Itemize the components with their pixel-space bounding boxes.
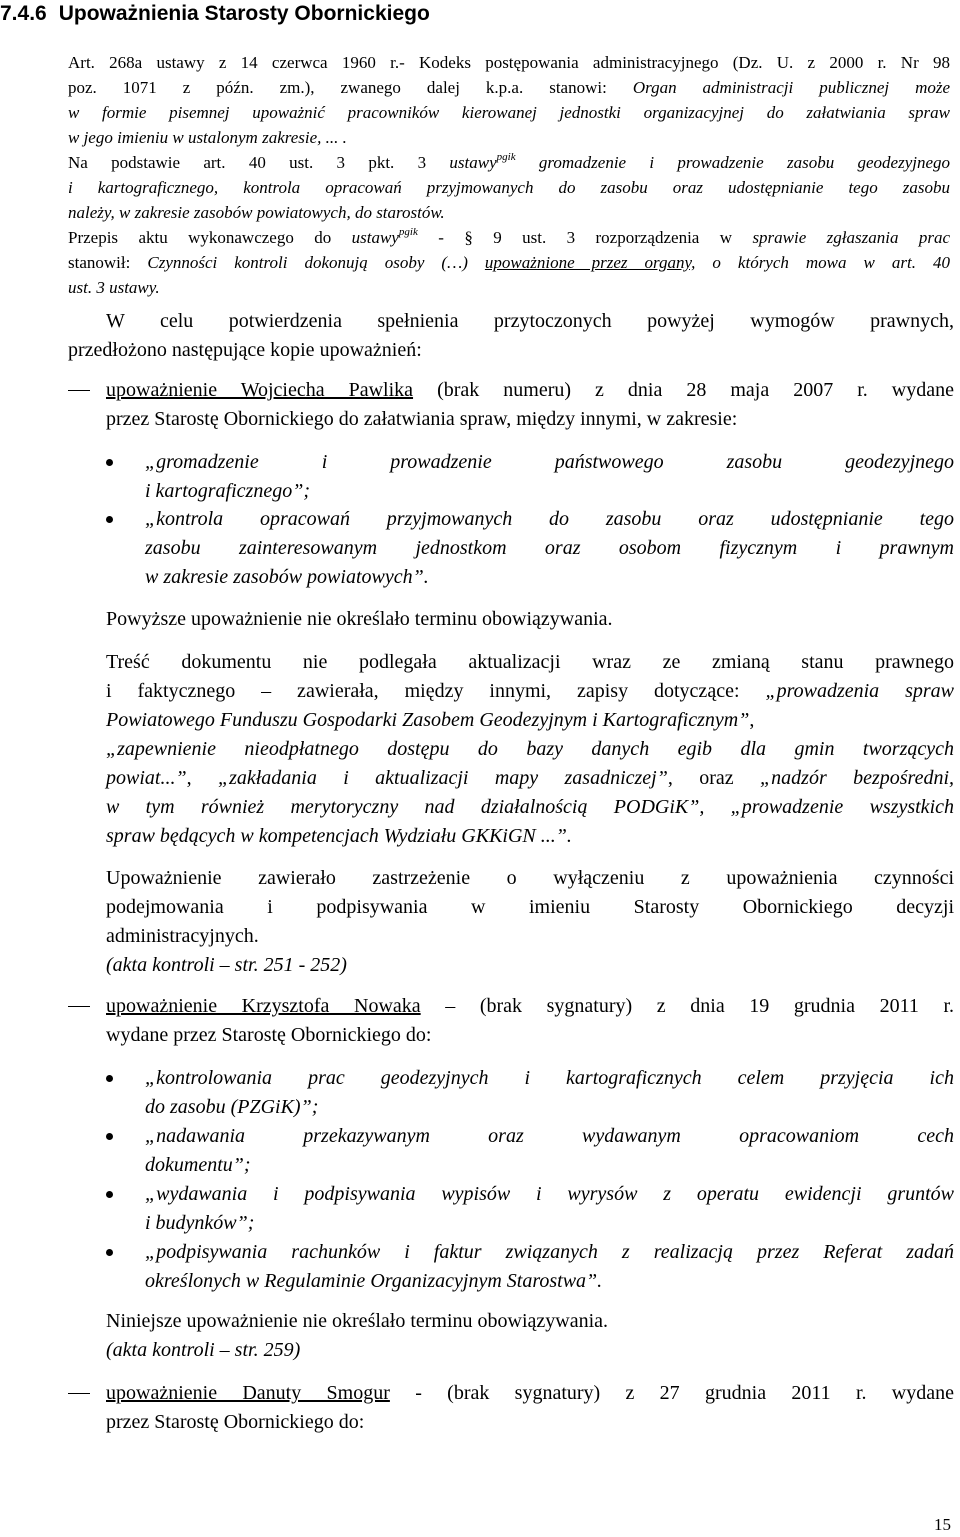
content-line: powiat...”, „zakładania i aktualizacji mapy zasadniczej”, oraz „nadzór bezpośredni, — [106, 767, 955, 789]
content-line: i faktycznego – zawierała, między innymi, zapisy dotyczące: „prowadzenia spraw — [106, 680, 955, 702]
scope-item: „kontrola opracowań przyjmowanych do zasobu oraz udostępnianie tego — [145, 508, 954, 530]
scope-item: „gromadzenie i prowadzenie państwowego zasobu geodezyjnego — [145, 451, 954, 473]
restriction-line: podejmowania i podpisywania w imieniu Starosty Obornickiego decyzji — [106, 896, 954, 918]
content-line: spraw będących w kompetencjach Wydziału GKKiGN ...”. — [106, 825, 572, 847]
content-line: Treść dokumentu nie podlegała aktualizacji wraz ze zmianą stanu prawnego — [106, 651, 954, 673]
scope-item: „nadawania przekazywanym oraz wydawanym opracowaniom cech — [145, 1125, 954, 1147]
legal-line: stanowił: Czynności kontroli dokonują osoby (…) upoważnione przez organy, o których mowa w art. 40 — [68, 253, 950, 272]
scope-item: określonych w Regulaminie Organizacyjnym Starostwa”. — [145, 1270, 603, 1292]
dash-marker — [68, 1393, 90, 1394]
legal-line: Przepis aktu wykonawczego do ustawy$^{pgik}$ - § 9 ust. 3 rozporządzenia w sprawie zgłaszania prac — [68, 226, 951, 247]
scope-item: do zasobu (PZGiK)”; — [145, 1096, 319, 1118]
intro-line: przedłożono następujące kopie upoważnień: — [68, 339, 422, 361]
file-reference: (akta kontroli – str. 259) — [106, 1339, 301, 1361]
scope-item: i kartograficznego”; — [145, 480, 310, 502]
bullet-marker — [106, 1249, 113, 1256]
legal-line: i kartograficznego, kontrola opracowań przyjmowanych do zasobu oraz udostępnianie tego zasobu — [68, 178, 950, 197]
bullet-marker — [106, 1191, 113, 1198]
content-line: Powiatowego Funduszu Gospodarki Zasobem Geodezyjnym i Kartograficznym”, — [106, 709, 755, 731]
section-heading — [0, 2, 442, 26]
dash-marker — [68, 1006, 90, 1007]
page-number: 15 — [934, 1515, 951, 1534]
legal-line: Na podstawie art. 40 ust. 3 pkt. 3 ustawy$^{pgik}$ gromadzenie i prowadzenie zasobu geodezyjnego — [68, 151, 951, 172]
content-line: w tym również merytoryczny nad działalnością PODGiK”, „prowadzenie wszystkich — [106, 796, 954, 818]
auth-line: przez Starostę Obornickiego do: — [106, 1411, 365, 1433]
intro-line: W celu potwierdzenia spełnienia przytoczonych powyżej wymogów prawnych, — [106, 310, 954, 332]
scope-item: zasobu zainteresowanym jednostkom oraz osobom fizycznym i prawnym — [145, 537, 954, 559]
legal-line: w jego imieniu w ustalonym zakresie, ... . — [68, 128, 347, 147]
validity-note: Niniejsze upoważnienie nie określało terminu obowiązywania. — [106, 1310, 609, 1332]
auth-line: wydane przez Starostę Obornickiego do: — [106, 1024, 432, 1046]
restriction-line: administracyjnych. — [106, 925, 259, 947]
scope-item: i budynków”; — [145, 1212, 255, 1234]
restriction-line: Upoważnienie zawierało zastrzeżenie o wyłączeniu z upoważnienia czynności — [106, 867, 954, 889]
scope-item: w zakresie zasobów powiatowych”. — [145, 566, 429, 588]
bullet-marker — [106, 1133, 113, 1140]
auth-line: przez Starostę Obornickiego do załatwiania spraw, między innymi, w zakresie: — [106, 408, 738, 430]
dash-marker — [68, 390, 90, 391]
scope-item: dokumentu”; — [145, 1154, 251, 1176]
section-number: 7.4.6 — [0, 2, 47, 25]
auth-title-line: upoważnienie Krzysztofa Nowaka – (brak sygnatury) z dnia 19 grudnia 2011 r. — [106, 995, 954, 1017]
bullet-marker — [106, 459, 113, 466]
scope-item: „podpisywania rachunków i faktur związanych z realizacją przez Referat zadań — [145, 1241, 954, 1263]
legal-line: Art. 268a ustawy z 14 czerwca 1960 r.- Kodeks postępowania administracyjnego (Dz. U. z 2000 r. Nr 98 — [68, 53, 950, 72]
bullet-marker — [106, 516, 113, 523]
scope-item: „kontrolowania prac geodezyjnych i kartograficznych celem przyjęcia ich — [145, 1067, 954, 1089]
legal-line: w formie pisemnej upoważnić pracowników kierowanej jednostki organizacyjnej do załatwiania spraw — [68, 103, 950, 122]
auth-title-line: upoważnienie Danuty Smogur - (brak sygnatury) z 27 grudnia 2011 r. wydane — [106, 1382, 955, 1404]
section-title: Upoważnienia Starosty Obornickiego — [58, 2, 430, 25]
file-reference: (akta kontroli – str. 251 - 252) — [106, 954, 347, 976]
legal-line: poz. 1071 z późn. zm.), zwanego dalej k.p.a. stanowi: Organ administracji publicznej może — [68, 78, 951, 97]
legal-line: należy, w zakresie zasobów powiatowych, do starostów. — [68, 203, 445, 222]
content-line: „zapewnienie nieodpłatnego dostępu do bazy danych egib dla gmin tworzących — [106, 738, 954, 760]
bullet-marker — [106, 1075, 113, 1082]
auth-title-line: upoważnienie Wojciecha Pawlika (brak numeru) z dnia 28 maja 2007 r. wydane — [106, 379, 954, 401]
validity-note: Powyższe upoważnienie nie określało terminu obowiązywania. — [106, 608, 613, 630]
scope-item: „wydawania i podpisywania wypisów i wyrysów z operatu ewidencji gruntów — [145, 1183, 954, 1205]
legal-line: ust. 3 ustawy. — [68, 278, 160, 297]
